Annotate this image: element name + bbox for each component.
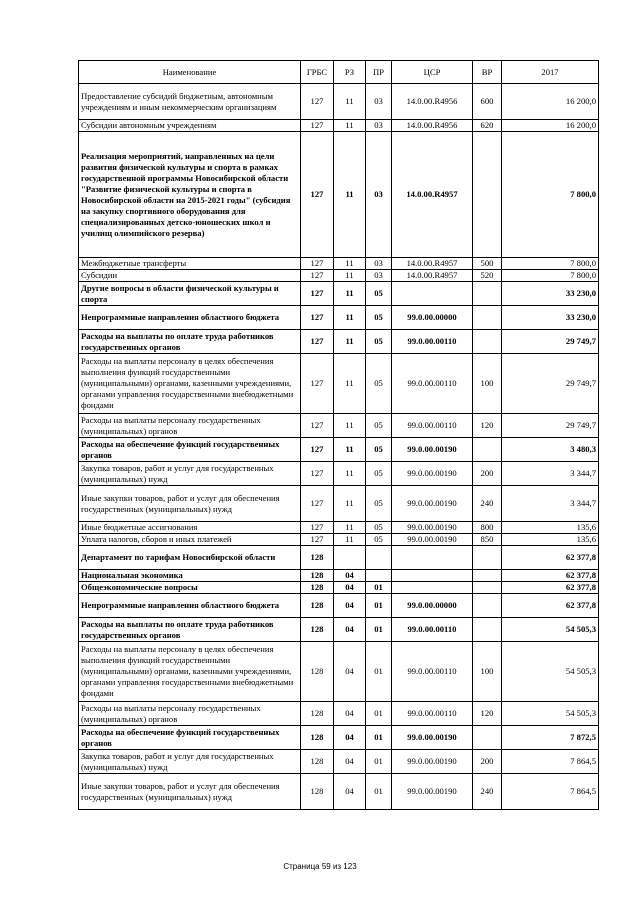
cell-pr: 03	[366, 120, 392, 132]
cell-csr: 14.0.00.R4957	[392, 270, 473, 282]
cell-csr: 99.0.00.00110	[392, 642, 473, 702]
table-row	[79, 270, 599, 282]
cell-vr	[473, 546, 502, 570]
cell-amount: 3 344,7	[502, 462, 599, 486]
cell-grbs: 127	[301, 270, 334, 282]
cell-amount: 29 749,7	[502, 330, 599, 354]
cell-csr: 99.0.00.00110	[392, 414, 473, 438]
cell-vr: 600	[473, 84, 502, 120]
cell-vr: 800	[473, 522, 502, 534]
cell-amount: 62 377,8	[502, 594, 599, 618]
cell-name: Национальная экономика	[79, 570, 301, 582]
cell-vr	[473, 282, 502, 306]
cell-pr: 03	[366, 132, 392, 258]
cell-csr	[392, 282, 473, 306]
cell-pr: 05	[366, 522, 392, 534]
cell-rz: 11	[334, 438, 366, 462]
cell-pr: 05	[366, 534, 392, 546]
cell-grbs: 128	[301, 594, 334, 618]
header-vr: ВР	[473, 61, 502, 84]
cell-vr: 620	[473, 120, 502, 132]
cell-amount: 7 864,5	[502, 750, 599, 774]
cell-vr	[473, 618, 502, 642]
cell-csr	[392, 546, 473, 570]
cell-vr: 200	[473, 462, 502, 486]
cell-rz: 04	[334, 582, 366, 594]
cell-grbs: 127	[301, 330, 334, 354]
cell-amount: 54 505,3	[502, 702, 599, 726]
cell-vr: 120	[473, 414, 502, 438]
cell-csr: 14.0.00.R4957	[392, 258, 473, 270]
cell-vr	[473, 726, 502, 750]
table-row	[79, 570, 599, 582]
cell-amount: 3 480,3	[502, 438, 599, 462]
cell-vr: 200	[473, 750, 502, 774]
table-row	[79, 120, 599, 132]
cell-grbs: 127	[301, 414, 334, 438]
cell-rz: 11	[334, 132, 366, 258]
cell-rz: 11	[334, 306, 366, 330]
table-row	[79, 486, 599, 522]
table-row	[79, 132, 599, 258]
cell-amount: 7 800,0	[502, 258, 599, 270]
table-body	[79, 84, 599, 810]
cell-rz: 04	[334, 726, 366, 750]
header-grbs: ГРБС	[301, 61, 334, 84]
cell-pr: 03	[366, 270, 392, 282]
cell-amount: 62 377,8	[502, 570, 599, 582]
header-name: Наименование	[79, 61, 301, 84]
table-row	[79, 330, 599, 354]
table-header-row	[79, 61, 599, 84]
cell-rz: 11	[334, 270, 366, 282]
cell-csr: 99.0.00.00190	[392, 774, 473, 810]
cell-pr: 05	[366, 330, 392, 354]
cell-name: Расходы на обеспечение функций государственных органов	[79, 726, 301, 750]
cell-amount: 33 230,0	[502, 306, 599, 330]
cell-rz	[334, 546, 366, 570]
table-row	[79, 462, 599, 486]
cell-csr: 99.0.00.00110	[392, 702, 473, 726]
table-row	[79, 534, 599, 546]
table-row	[79, 84, 599, 120]
cell-rz: 11	[334, 330, 366, 354]
table-row	[79, 642, 599, 702]
cell-amount: 16 200,0	[502, 84, 599, 120]
cell-grbs: 128	[301, 702, 334, 726]
cell-amount: 62 377,8	[502, 546, 599, 570]
cell-rz: 11	[334, 120, 366, 132]
table-row	[79, 306, 599, 330]
cell-pr: 05	[366, 486, 392, 522]
cell-name: Иные закупки товаров, работ и услуг для обеспечения государственных (муниципальных) нужд	[79, 774, 301, 810]
table-row	[79, 354, 599, 414]
cell-pr: 05	[366, 438, 392, 462]
cell-name: Субсидии	[79, 270, 301, 282]
cell-rz: 11	[334, 282, 366, 306]
cell-vr	[473, 594, 502, 618]
cell-amount: 29 749,7	[502, 414, 599, 438]
table-row	[79, 750, 599, 774]
cell-amount: 16 200,0	[502, 120, 599, 132]
cell-name: Реализация мероприятий, направленных на цели развития физической культуры и спорта в рамках государственной программы Новосибирской области "Развитие физической культуры и спорта в Новосибирской области на 2015-2021 годы" (субсидия на закупку спортивного оборудования для специализированных детско-юношеских школ и училищ олимпийского резерва)	[79, 132, 301, 258]
cell-grbs: 127	[301, 438, 334, 462]
cell-csr: 99.0.00.00190	[392, 750, 473, 774]
cell-csr: 99.0.00.00000	[392, 594, 473, 618]
cell-grbs: 127	[301, 522, 334, 534]
cell-pr: 05	[366, 306, 392, 330]
cell-pr: 03	[366, 258, 392, 270]
cell-rz: 11	[334, 522, 366, 534]
header-year: 2017	[502, 61, 599, 84]
cell-grbs: 127	[301, 306, 334, 330]
cell-vr	[473, 438, 502, 462]
table-row	[79, 726, 599, 750]
cell-rz: 04	[334, 570, 366, 582]
cell-rz: 04	[334, 642, 366, 702]
cell-name: Иные закупки товаров, работ и услуг для обеспечения государственных (муниципальных) нужд	[79, 486, 301, 522]
cell-pr: 01	[366, 642, 392, 702]
cell-amount: 62 377,8	[502, 582, 599, 594]
cell-rz: 04	[334, 774, 366, 810]
cell-rz: 04	[334, 594, 366, 618]
cell-grbs: 127	[301, 132, 334, 258]
cell-amount: 7 800,0	[502, 132, 599, 258]
cell-vr	[473, 570, 502, 582]
cell-vr: 240	[473, 486, 502, 522]
cell-rz: 11	[334, 462, 366, 486]
cell-vr	[473, 132, 502, 258]
cell-rz: 11	[334, 486, 366, 522]
cell-name: Расходы на выплаты по оплате труда работников государственных органов	[79, 330, 301, 354]
cell-csr: 99.0.00.00110	[392, 618, 473, 642]
cell-amount: 7 800,0	[502, 270, 599, 282]
cell-pr: 01	[366, 750, 392, 774]
header-pr: ПР	[366, 61, 392, 84]
cell-grbs: 128	[301, 726, 334, 750]
cell-rz: 11	[334, 84, 366, 120]
cell-grbs: 128	[301, 618, 334, 642]
cell-csr: 14.0.00.R4956	[392, 84, 473, 120]
cell-amount: 54 505,3	[502, 642, 599, 702]
cell-amount: 54 505,3	[502, 618, 599, 642]
cell-grbs: 128	[301, 774, 334, 810]
cell-amount: 135,6	[502, 522, 599, 534]
cell-name: Предоставление субсидий бюджетным, автономным учреждениям и иным некоммерческим организациям	[79, 84, 301, 120]
cell-pr: 05	[366, 414, 392, 438]
cell-pr: 01	[366, 726, 392, 750]
page-number: Страница 59 из 123	[283, 862, 357, 871]
table-row	[79, 522, 599, 534]
cell-grbs: 127	[301, 462, 334, 486]
cell-grbs: 127	[301, 534, 334, 546]
table-row	[79, 282, 599, 306]
cell-name: Непрограммные направления областного бюджета	[79, 594, 301, 618]
cell-csr: 99.0.00.00000	[392, 306, 473, 330]
cell-vr	[473, 582, 502, 594]
table-row	[79, 414, 599, 438]
cell-name: Иные бюджетные ассигнования	[79, 522, 301, 534]
cell-csr: 99.0.00.00190	[392, 438, 473, 462]
cell-name: Уплата налогов, сборов и иных платежей	[79, 534, 301, 546]
cell-pr: 01	[366, 702, 392, 726]
cell-grbs: 127	[301, 486, 334, 522]
cell-name: Расходы на выплаты персоналу государственных (муниципальных) органов	[79, 702, 301, 726]
cell-grbs: 128	[301, 570, 334, 582]
cell-name: Закупка товаров, работ и услуг для государственных (муниципальных) нужд	[79, 462, 301, 486]
cell-pr: 03	[366, 84, 392, 120]
cell-rz: 04	[334, 618, 366, 642]
table-row	[79, 594, 599, 618]
cell-vr: 100	[473, 354, 502, 414]
cell-pr: 01	[366, 618, 392, 642]
cell-csr: 14.0.00.R4956	[392, 120, 473, 132]
cell-vr: 240	[473, 774, 502, 810]
cell-name: Другие вопросы в области физической культуры и спорта	[79, 282, 301, 306]
cell-name: Департамент по тарифам Новосибирской области	[79, 546, 301, 570]
cell-grbs: 127	[301, 84, 334, 120]
table-row	[79, 702, 599, 726]
cell-rz: 11	[334, 534, 366, 546]
cell-amount: 7 872,5	[502, 726, 599, 750]
cell-name: Субсидии автономным учреждениям	[79, 120, 301, 132]
cell-rz: 04	[334, 702, 366, 726]
cell-csr: 14.0.00.R4957	[392, 132, 473, 258]
cell-grbs: 128	[301, 582, 334, 594]
cell-rz: 11	[334, 258, 366, 270]
cell-grbs: 127	[301, 354, 334, 414]
cell-rz: 04	[334, 750, 366, 774]
cell-grbs: 127	[301, 258, 334, 270]
cell-vr: 120	[473, 702, 502, 726]
table-row	[79, 774, 599, 810]
cell-name: Непрограммные направления областного бюджета	[79, 306, 301, 330]
cell-grbs: 127	[301, 282, 334, 306]
cell-pr	[366, 546, 392, 570]
cell-vr: 850	[473, 534, 502, 546]
cell-vr	[473, 330, 502, 354]
cell-csr: 99.0.00.00190	[392, 486, 473, 522]
cell-csr: 99.0.00.00190	[392, 534, 473, 546]
table-row	[79, 618, 599, 642]
cell-grbs: 128	[301, 642, 334, 702]
header-csr: ЦСР	[392, 61, 473, 84]
cell-csr	[392, 570, 473, 582]
cell-amount: 135,6	[502, 534, 599, 546]
cell-amount: 3 344,7	[502, 486, 599, 522]
cell-rz: 11	[334, 414, 366, 438]
cell-name: Расходы на обеспечение функций государственных органов	[79, 438, 301, 462]
cell-pr: 05	[366, 462, 392, 486]
cell-csr: 99.0.00.00190	[392, 522, 473, 534]
cell-amount: 7 864,5	[502, 774, 599, 810]
cell-name: Расходы на выплаты персоналу государственных (муниципальных) органов	[79, 414, 301, 438]
cell-vr: 520	[473, 270, 502, 282]
table-row	[79, 546, 599, 570]
cell-name: Расходы на выплаты по оплате труда работников государственных органов	[79, 618, 301, 642]
cell-name: Общеэкономические вопросы	[79, 582, 301, 594]
cell-csr: 99.0.00.00110	[392, 354, 473, 414]
cell-name: Межбюджетные трансферты	[79, 258, 301, 270]
cell-name: Расходы на выплаты персоналу в целях обеспечения выполнения функций государственными (муниципальными) органами, казенными учреждениями, органами управления государственными внебюджетными фондами	[79, 354, 301, 414]
cell-grbs: 127	[301, 120, 334, 132]
cell-grbs: 128	[301, 750, 334, 774]
cell-csr: 99.0.00.00190	[392, 462, 473, 486]
header-rz: РЗ	[334, 61, 366, 84]
budget-table	[78, 60, 599, 810]
cell-grbs: 128	[301, 546, 334, 570]
cell-vr: 500	[473, 258, 502, 270]
cell-pr: 01	[366, 594, 392, 618]
cell-vr: 100	[473, 642, 502, 702]
cell-amount: 29 749,7	[502, 354, 599, 414]
table-row	[79, 258, 599, 270]
cell-pr: 05	[366, 282, 392, 306]
cell-pr: 01	[366, 582, 392, 594]
cell-name: Закупка товаров, работ и услуг для государственных (муниципальных) нужд	[79, 750, 301, 774]
cell-rz: 11	[334, 354, 366, 414]
table-row	[79, 582, 599, 594]
cell-name: Расходы на выплаты персоналу в целях обеспечения выполнения функций государственными (муниципальными) органами, казенными учреждениями, органами управления государственными внебюджетными фондами	[79, 642, 301, 702]
cell-csr	[392, 582, 473, 594]
cell-csr: 99.0.00.00190	[392, 726, 473, 750]
cell-pr: 05	[366, 354, 392, 414]
cell-csr: 99.0.00.00110	[392, 330, 473, 354]
cell-pr: 01	[366, 774, 392, 810]
table-row	[79, 438, 599, 462]
cell-pr	[366, 570, 392, 582]
cell-vr	[473, 306, 502, 330]
cell-amount: 33 230,0	[502, 282, 599, 306]
